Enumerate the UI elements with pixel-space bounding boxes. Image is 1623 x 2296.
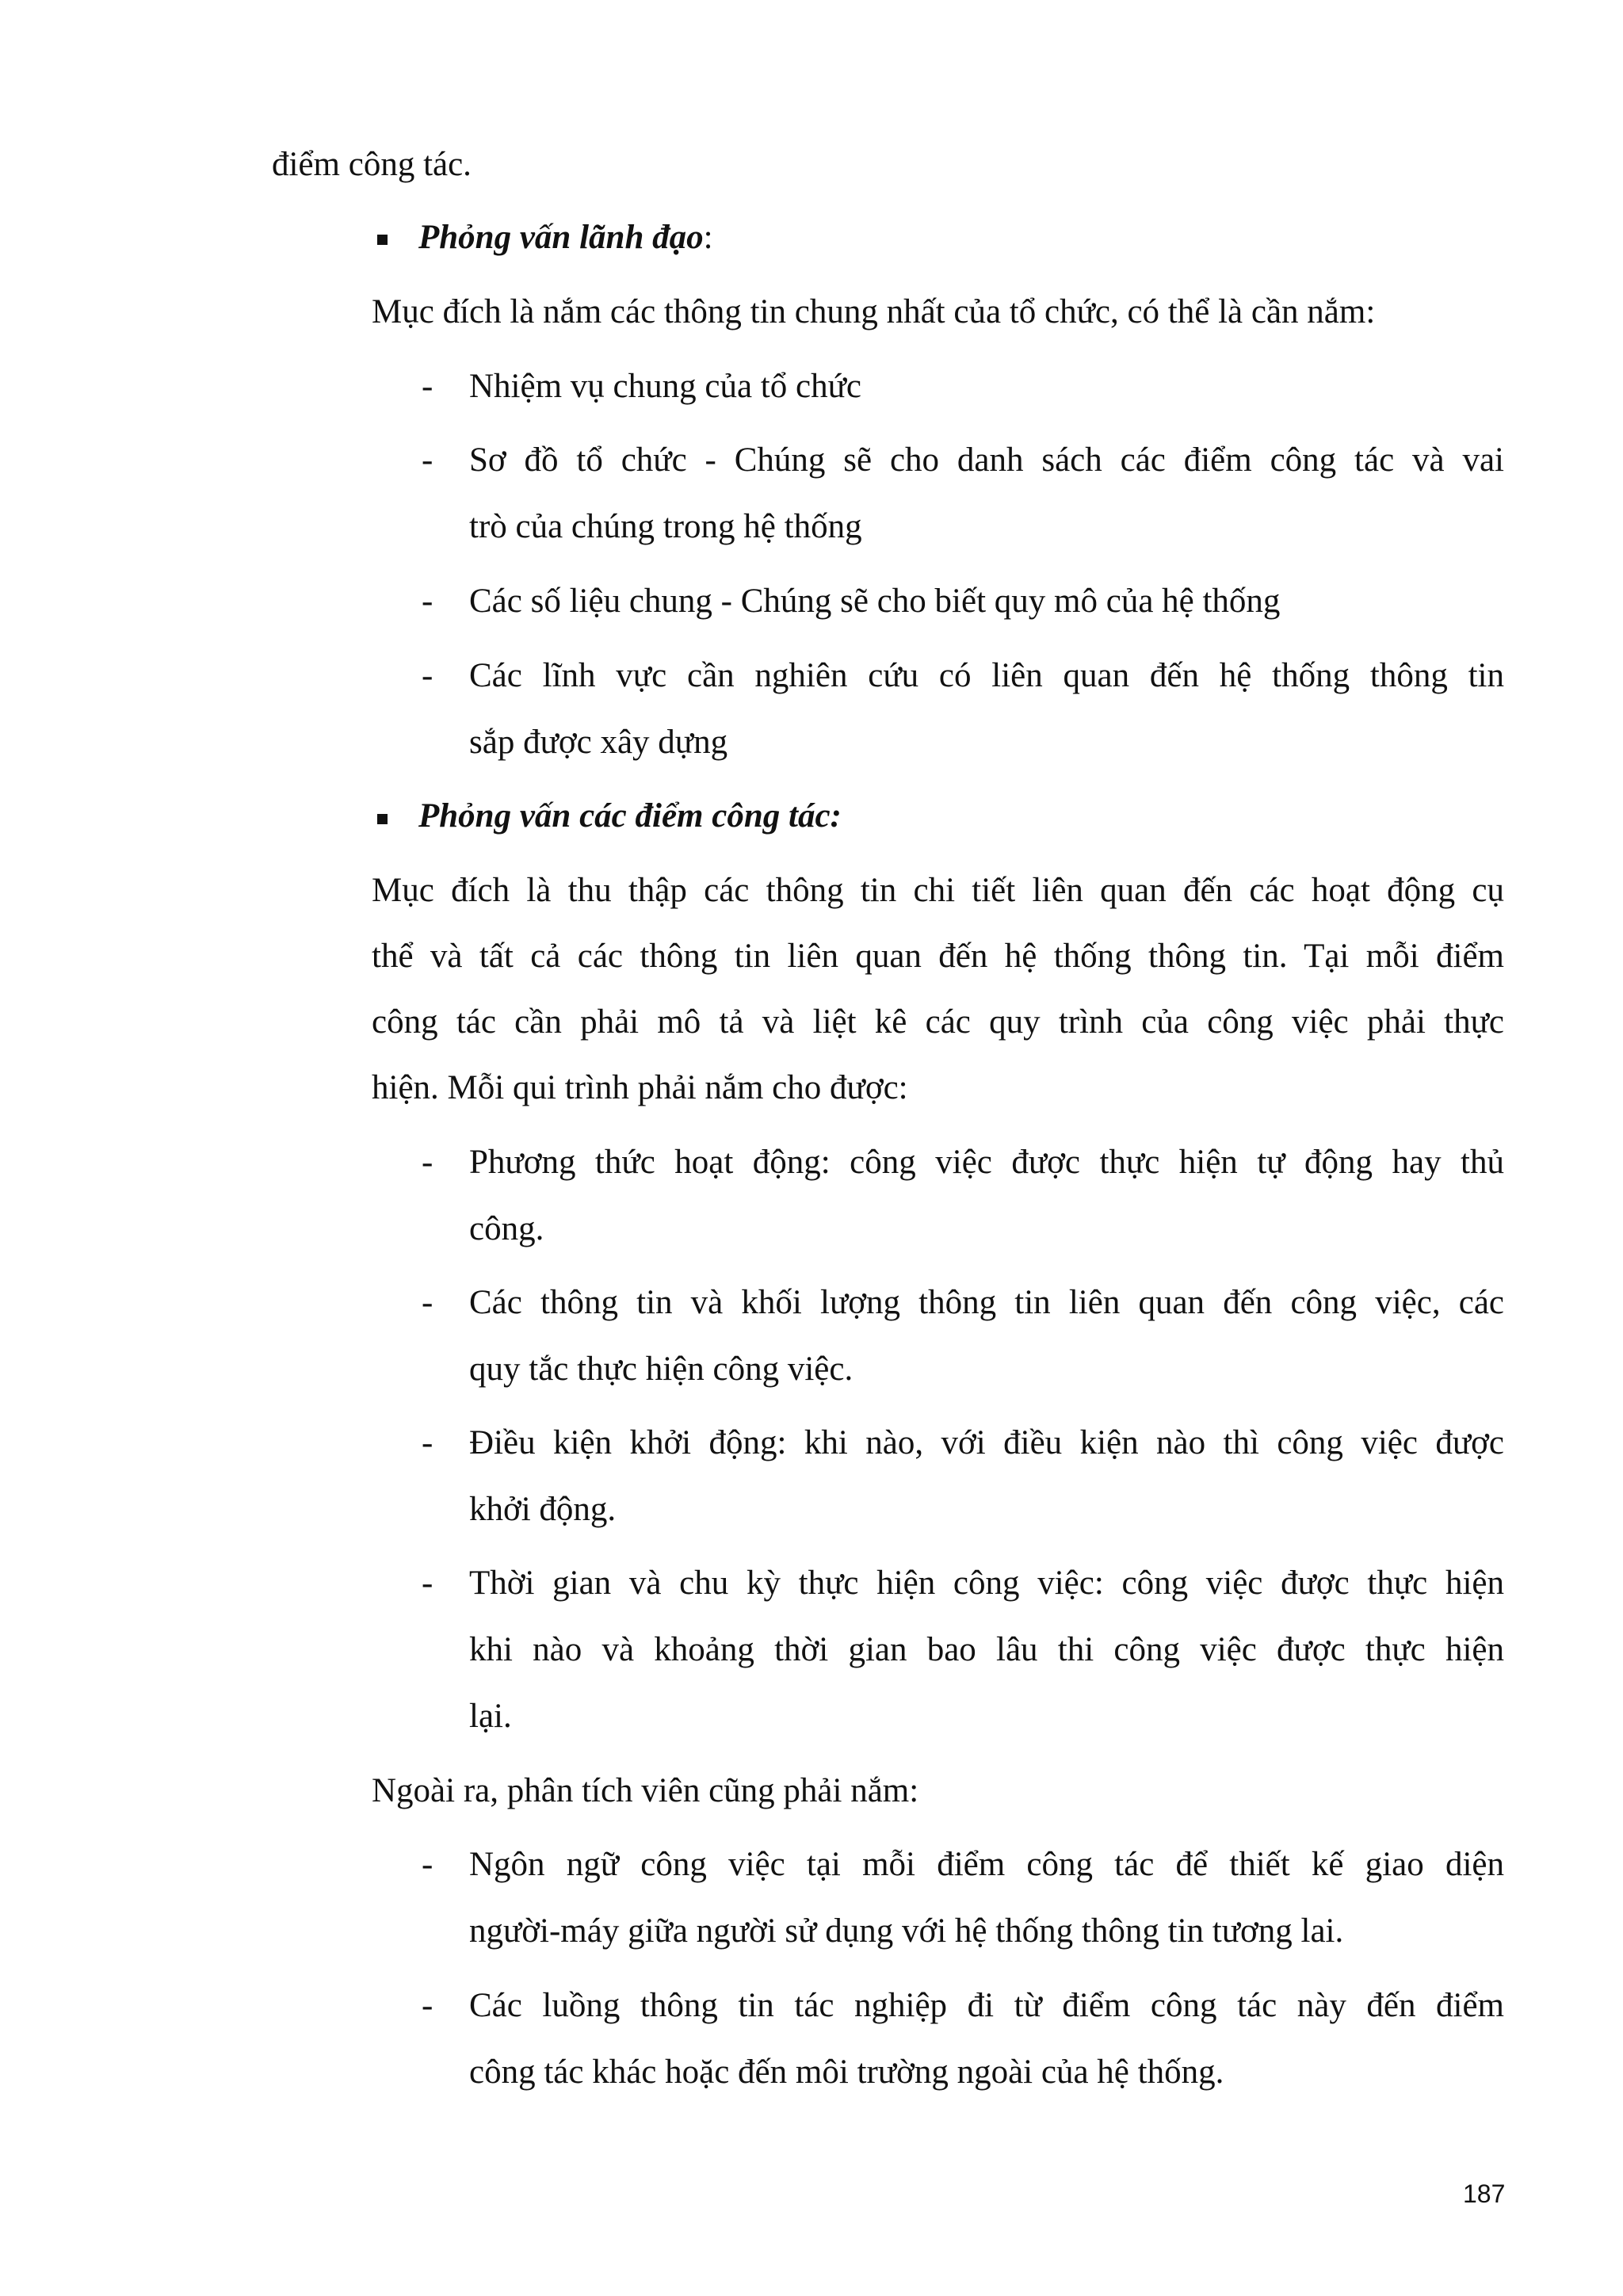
list-item-continuation: sắp được xây dựng bbox=[469, 724, 728, 761]
paragraph-line: Mục đích là thu thập các thông tin chi tiết liên quan đến các hoạt động cụ bbox=[372, 872, 1504, 909]
list-item: Điều kiện khởi động: khi nào, với điều kiện nào thì công việc được bbox=[469, 1424, 1504, 1461]
dash-bullet: - bbox=[422, 1564, 433, 1602]
intro-line: điểm công tác. bbox=[272, 146, 472, 183]
paragraph-line: công tác cần phải mô tả và liệt kê các quy trình của công việc phải thực bbox=[372, 1003, 1504, 1041]
list-item: Phương thức hoạt động: công việc được thực hiện tự động hay thủ bbox=[469, 1144, 1504, 1181]
list-item: Ngôn ngữ công việc tại mỗi điểm công tác để thiết kế giao diện bbox=[469, 1846, 1504, 1883]
dash-bullet: - bbox=[422, 1987, 433, 2024]
dash-bullet: - bbox=[422, 657, 433, 694]
list-item: Nhiệm vụ chung của tổ chức bbox=[469, 368, 861, 405]
section2-heading: Phỏng vấn các điểm công tác: bbox=[418, 797, 842, 835]
list-item-continuation: công. bbox=[469, 1210, 544, 1247]
list-item: Thời gian và chu kỳ thực hiện công việc: công việc được thực hiện bbox=[469, 1564, 1504, 1602]
list-item: Các thông tin và khối lượng thông tin liên quan đến công việc, các bbox=[469, 1284, 1504, 1321]
section1-heading-colon: : bbox=[703, 219, 713, 256]
paragraph-line: thể và tất cả các thông tin liên quan đến hệ thống thông tin. Tại mỗi điểm bbox=[372, 938, 1504, 975]
list-item: Các lĩnh vực cần nghiên cứu có liên quan đến hệ thống thông tin bbox=[469, 657, 1504, 694]
paragraph-line: hiện. Mỗi qui trình phải nắm cho được: bbox=[372, 1069, 908, 1106]
section1-heading bbox=[418, 214, 713, 262]
list-item-continuation: quy tắc thực hiện công việc. bbox=[469, 1350, 854, 1388]
section1-heading-text: Phỏng vấn lãnh đạo bbox=[418, 219, 704, 256]
list-item: Các số liệu chung - Chúng sẽ cho biết quy mô của hệ thống bbox=[469, 583, 1281, 620]
list-item-continuation: lại. bbox=[469, 1698, 512, 1735]
dash-bullet: - bbox=[422, 368, 433, 405]
dash-bullet: - bbox=[422, 1846, 433, 1883]
list-item-continuation: công tác khác hoặc đến môi trường ngoài của hệ thống. bbox=[469, 2053, 1224, 2091]
dash-bullet: - bbox=[422, 1284, 433, 1321]
page-number: 187 bbox=[1463, 2179, 1506, 2208]
square-bullet-icon bbox=[377, 814, 388, 824]
list-item-continuation: khi nào và khoảng thời gian bao lâu thi công việc được thực hiện bbox=[469, 1631, 1504, 1668]
dash-bullet: - bbox=[422, 441, 433, 479]
section1-lead: Mục đích là nắm các thông tin chung nhất của tổ chức, có thể là cần nắm: bbox=[372, 293, 1376, 330]
list-item-continuation: người-máy giữa người sử dụng với hệ thống thông tin tương lai. bbox=[469, 1912, 1344, 1950]
dash-bullet: - bbox=[422, 1424, 433, 1461]
dash-bullet: - bbox=[422, 1144, 433, 1181]
list-item-continuation: khởi động. bbox=[469, 1491, 617, 1528]
section3-lead: Ngoài ra, phân tích viên cũng phải nắm: bbox=[372, 1772, 919, 1809]
list-item: Các luồng thông tin tác nghiệp đi từ điểm công tác này đến điểm bbox=[469, 1987, 1504, 2024]
list-item-continuation: trò của chúng trong hệ thống bbox=[469, 508, 862, 545]
dash-bullet: - bbox=[422, 583, 433, 620]
square-bullet-icon bbox=[377, 235, 388, 245]
list-item: Sơ đồ tổ chức - Chúng sẽ cho danh sách các điểm công tác và vai bbox=[469, 441, 1504, 479]
